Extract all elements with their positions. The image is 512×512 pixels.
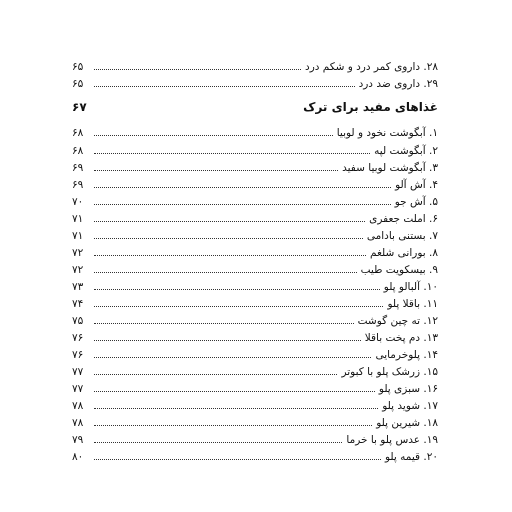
page-number: ۶۸ (72, 145, 84, 157)
toc-entry (72, 448, 438, 464)
entry-title: ۱۸. شیرین پلو (376, 417, 438, 429)
page-number: ۶۵ (72, 78, 84, 90)
entry-title: ۶. املت جعفری (369, 213, 438, 225)
dot-leader (94, 134, 333, 136)
page-number: ۷۹ (72, 434, 84, 446)
entry-title: ۸. بورانی شلغم (370, 247, 438, 259)
dot-leader (94, 305, 383, 307)
dot-leader (94, 152, 370, 154)
toc-entry (72, 312, 438, 328)
dot-leader (94, 288, 380, 290)
dot-leader (94, 169, 338, 171)
page-number: ۷۰ (72, 196, 84, 208)
dot-leader (94, 271, 357, 273)
page-number: ۷۵ (72, 315, 84, 327)
entry-title: ۱۶. سبزی پلو (378, 383, 438, 395)
entry-title: ۱۰. آلبالو پلو (383, 281, 438, 293)
page-number: ۷۶ (72, 332, 84, 344)
toc-entry (72, 295, 438, 311)
dot-leader (94, 237, 363, 239)
toc-entry (72, 431, 438, 447)
page-number: ۷۱ (72, 213, 84, 225)
entry-title: ۱. آبگوشت نخود و لوبیا (336, 127, 438, 139)
page-number: ۷۳ (72, 281, 84, 293)
page-number: ۶۹ (72, 162, 84, 174)
toc-entry (72, 278, 438, 294)
dot-leader (94, 85, 355, 87)
dot-leader (94, 356, 371, 358)
page-number: ۷۷ (72, 383, 84, 395)
toc-entry (72, 261, 438, 277)
entry-title: ۱۲. ته چین گوشت (357, 315, 438, 327)
toc-entry (72, 380, 438, 396)
section-page-number: ۶۷ (72, 100, 87, 114)
toc-entry (72, 124, 438, 140)
section-heading (72, 98, 438, 116)
toc-entry (72, 142, 438, 158)
dot-leader (94, 254, 366, 256)
page-number: ۷۲ (72, 247, 84, 259)
toc-entry (72, 58, 438, 74)
entry-title: ۲. آبگوشت لپه (374, 145, 438, 157)
toc-entry (72, 227, 438, 243)
page-number: ۷۴ (72, 298, 84, 310)
entry-title: ۵. آش جو (394, 196, 438, 208)
entry-title: ۱۱. باقلا پلو (387, 298, 438, 310)
dot-leader (94, 441, 342, 443)
toc-entry (72, 159, 438, 175)
section-title: غذاهای مفید برای ترک (303, 100, 438, 114)
dot-leader (94, 390, 375, 392)
toc-entry (72, 193, 438, 209)
page-number: ۶۸ (72, 127, 84, 139)
toc-entry (72, 346, 438, 362)
toc-entry (72, 363, 438, 379)
toc-entry (72, 414, 438, 430)
entry-title: ۹. بیسکویت طیب (360, 264, 438, 276)
toc-entry (72, 329, 438, 345)
dot-leader (94, 203, 391, 205)
entry-title: ۲۰. قیمه پلو (384, 451, 438, 463)
page-number: ۷۱ (72, 230, 84, 242)
entry-title: ۳. آبگوشت لوبیا سفید (342, 162, 438, 174)
toc-entry (72, 75, 438, 91)
entry-title: ۲۹. داروی ضد درد (358, 78, 438, 90)
dot-leader (94, 407, 378, 409)
page-number: ۷۷ (72, 366, 84, 378)
page-number: ۷۸ (72, 417, 84, 429)
dot-leader (94, 220, 365, 222)
page-number: ۶۵ (72, 61, 84, 73)
page-number: ۷۶ (72, 349, 84, 361)
dot-leader (94, 424, 372, 426)
entry-title: ۷. بستنی بادامی (366, 230, 438, 242)
entry-title: ۱۷. شوید پلو (382, 400, 438, 412)
dot-leader (94, 322, 354, 324)
dot-leader (94, 458, 381, 460)
entry-title: ۱۵. زرشک پلو با کبوتر (341, 366, 438, 378)
dot-leader (94, 186, 391, 188)
entry-title: ۱۹. عدس پلو با خرما (346, 434, 438, 446)
entry-title: ۱۳. دم پخت باقلا (364, 332, 438, 344)
dot-leader (94, 68, 301, 70)
dot-leader (94, 373, 337, 375)
toc-entry (72, 210, 438, 226)
page-number: ۷۲ (72, 264, 84, 276)
page-number: ۸۰ (72, 451, 84, 463)
toc-entry (72, 176, 438, 192)
page-number: ۷۸ (72, 400, 84, 412)
page-number: ۶۹ (72, 179, 84, 191)
toc-entry (72, 397, 438, 413)
toc-entry (72, 244, 438, 260)
entry-title: ۲۸. داروی کمر درد و شکم درد (305, 61, 438, 73)
entry-title: ۴. آش آلو (395, 179, 438, 191)
dot-leader (94, 339, 361, 341)
entry-title: ۱۴. پلوخرمایی (375, 349, 438, 361)
